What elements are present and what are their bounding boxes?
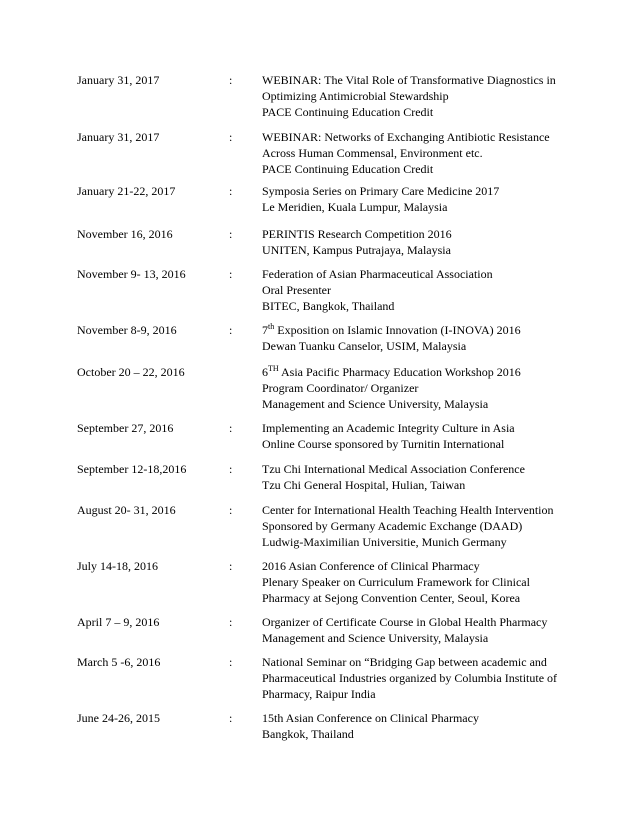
entry-date: August 20- 31, 2016 [77,503,176,517]
entry-date: January 31, 2017 [77,73,160,87]
description-line: Pharmacy at Sejong Convention Center, Seoul, Korea [262,591,521,605]
description-line: UNITEN, Kampus Putrajaya, Malaysia [262,243,451,257]
entry-separator: : [229,711,233,725]
entry-description [262,710,592,742]
description-line: PERINTIS Research Competition 2016 [262,227,452,241]
entry-separator: : [229,503,233,517]
entry-separator: : [229,559,233,573]
entry-description [262,614,592,646]
description-line: Plenary Speaker on Curriculum Framework for Clinical [262,575,530,589]
description-line: Management and Science University, Malaysia [262,397,489,411]
entry-separator: : [229,323,233,337]
description-line: Symposia Series on Primary Care Medicine 2017 [262,184,500,198]
entry-date: November 16, 2016 [77,227,173,241]
description-line: National Seminar on “Bridging Gap between academic and [262,655,547,669]
entry-description [262,502,592,550]
description-line: Optimizing Antimicrobial Stewardship [262,89,449,103]
description-line: Tzu Chi General Hospital, Hulian, Taiwan [262,478,466,492]
ordinal-suffix: TH [268,364,279,373]
entry-separator: : [229,130,233,144]
description-line: PACE Continuing Education Credit [262,105,434,119]
description-line: Oral Presenter [262,283,331,297]
entry-separator: : [229,184,233,198]
entry-description [262,654,592,702]
entry-separator: : [229,462,233,476]
entry-date: July 14-18, 2016 [77,559,158,573]
entry-separator: : [229,615,233,629]
entry-description [262,183,592,215]
description-line: Tzu Chi International Medical Association Conference [262,462,525,476]
entry-description [262,364,592,412]
entry-date: January 31, 2017 [77,130,160,144]
entry-description [262,322,592,354]
description-line: Pharmacy, Raipur India [262,687,376,701]
line-text: Exposition on Islamic Innovation (I-INOVA) 2016 [274,323,521,337]
entry-date: November 8-9, 2016 [77,323,177,337]
description-line: Online Course sponsored by Turnitin International [262,437,505,451]
description-line: Pharmaceutical Industries organized by Columbia Institute of [262,671,558,685]
entry-description [262,461,592,493]
description-line: 2016 Asian Conference of Clinical Pharmacy [262,559,480,573]
entry-date: September 27, 2016 [77,421,174,435]
description-line: Organizer of Certificate Course in Global Health Pharmacy [262,615,548,629]
entry-description [262,129,592,177]
entry-separator: : [229,421,233,435]
entry-date: January 21-22, 2017 [77,184,176,198]
entry-date: October 20 – 22, 2016 [77,365,185,379]
entry-description [262,226,592,258]
ordinal-number: 6 [262,365,268,379]
entry-separator: : [229,227,233,241]
entry-date: November 9- 13, 2016 [77,267,186,281]
description-line: Implementing an Academic Integrity Culture in Asia [262,421,515,435]
entry-description [262,558,592,606]
description-line: BITEC, Bangkok, Thailand [262,299,395,313]
entry-description [262,420,592,452]
description-line [262,322,592,338]
description-line: Bangkok, Thailand [262,727,354,741]
description-line: Dewan Tuanku Canselor, USIM, Malaysia [262,339,467,353]
description-line: Ludwig-Maximilian Universitie, Munich Germany [262,535,507,549]
description-line: PACE Continuing Education Credit [262,162,434,176]
description-line: 15th Asian Conference on Clinical Pharmacy [262,711,479,725]
ordinal-suffix: th [268,322,275,331]
entry-date: September 12-18,2016 [77,462,187,476]
entry-description [262,266,592,314]
entry-separator: : [229,655,233,669]
line-text: Asia Pacific Pharmacy Education Workshop 2016 [278,365,521,379]
entry-separator: : [229,267,233,281]
entry-date: March 5 -6, 2016 [77,655,161,669]
description-line: Management and Science University, Malaysia [262,631,489,645]
entry-description [262,72,592,120]
description-line: Sponsored by Germany Academic Exchange (DAAD) [262,519,523,533]
ordinal-number: 7 [262,323,268,337]
description-line: Across Human Commensal, Environment etc. [262,146,483,160]
entry-separator: : [229,73,233,87]
description-line: WEBINAR: Networks of Exchanging Antibiotic Resistance [262,130,550,144]
description-line [262,364,592,380]
description-line: Program Coordinator/ Organizer [262,381,419,395]
description-line: Le Meridien, Kuala Lumpur, Malaysia [262,200,448,214]
entry-date: April 7 – 9, 2016 [77,615,160,629]
description-line: Federation of Asian Pharmaceutical Association [262,267,493,281]
entry-date: June 24-26, 2015 [77,711,160,725]
description-line: WEBINAR: The Vital Role of Transformative Diagnostics in [262,73,556,87]
description-line: Center for International Health Teaching Health Intervention [262,503,554,517]
